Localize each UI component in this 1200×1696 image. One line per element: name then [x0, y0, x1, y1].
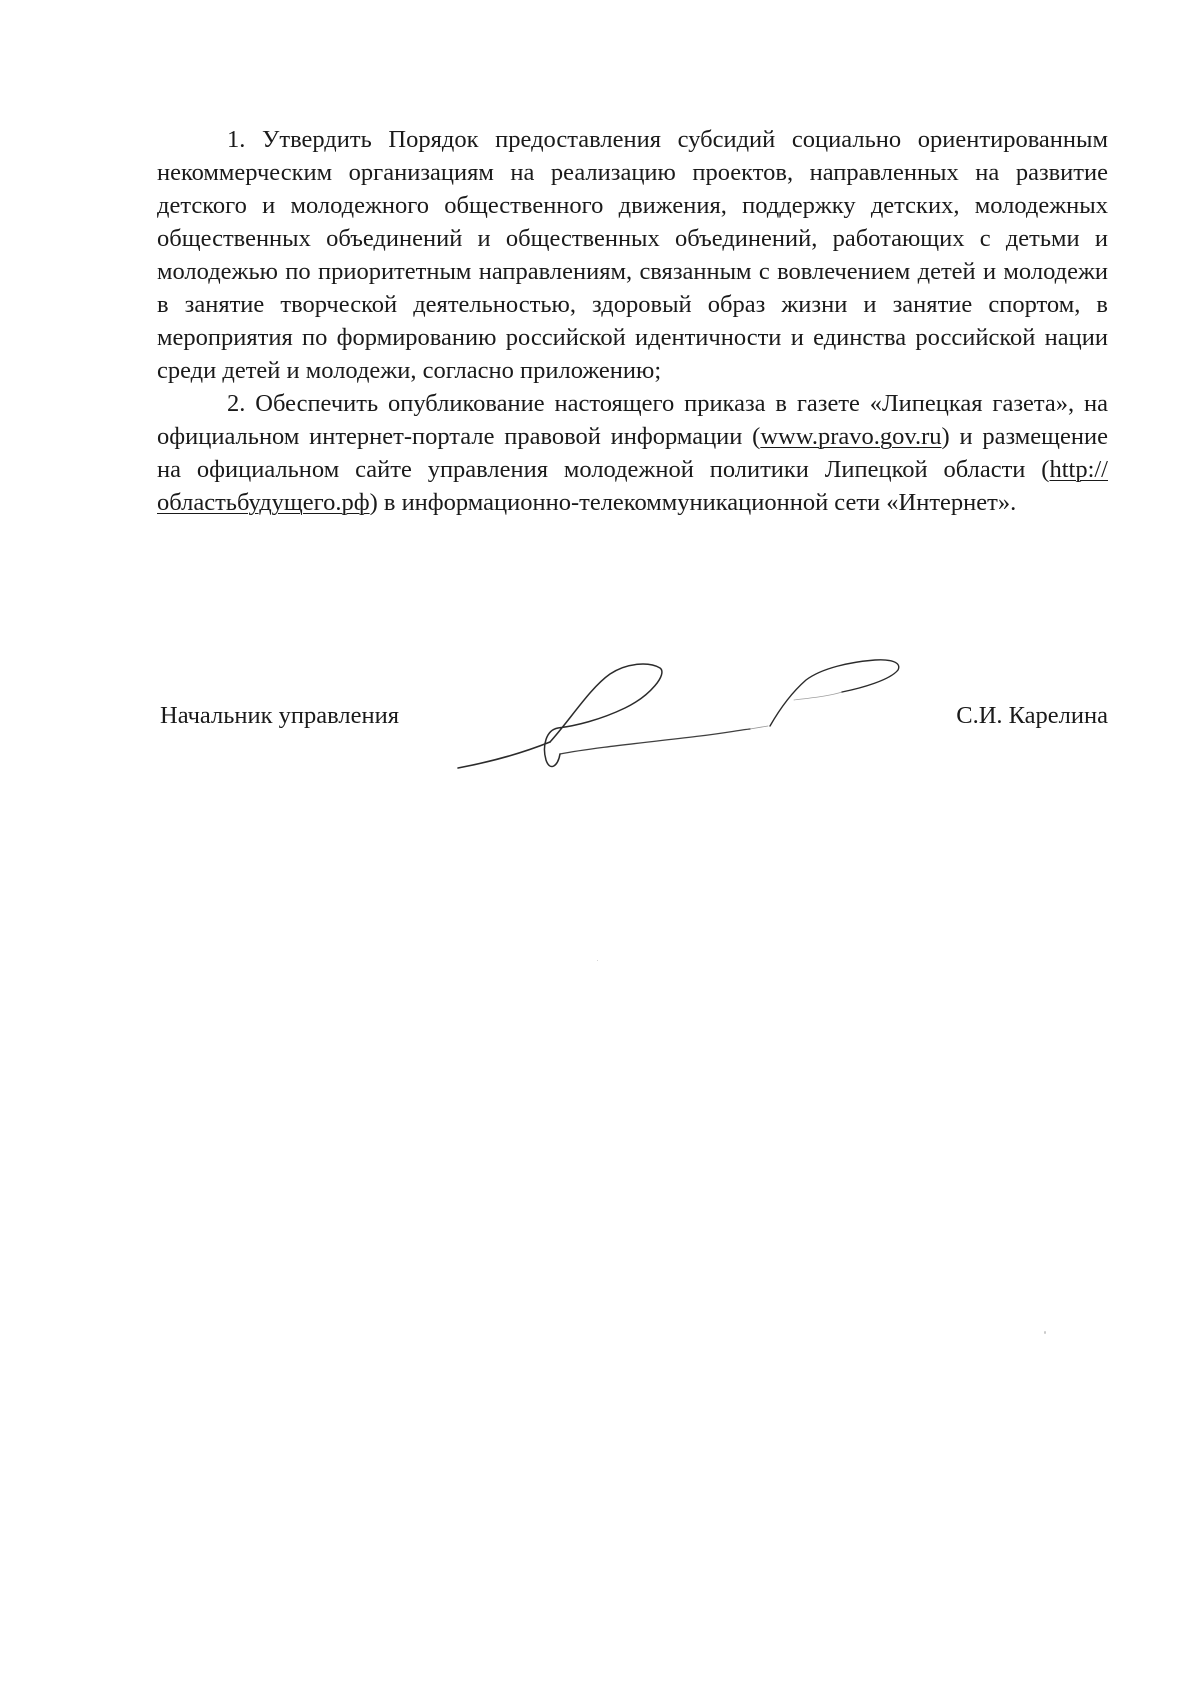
document-body [157, 123, 1108, 519]
scan-speck [597, 960, 598, 961]
pravo-gov-link[interactable]: www.pravo.gov.ru [760, 423, 942, 450]
region-site-link[interactable]: http://областьбудущего.рф [157, 456, 1108, 516]
signatory-position: Начальник управления [160, 702, 399, 729]
paragraph-2-text-middle: ) и размещение на официальном сайте управления молодежной политики Липецкой области ( [157, 423, 1108, 483]
paragraph-2-text-end: ) в информационно-телекоммуникационной сети «Интернет». [369, 489, 1017, 516]
handwritten-signature [450, 650, 940, 780]
paragraph-2 [157, 387, 1108, 519]
paragraph-1: 1. Утвердить Порядок предоставления субсидий социально ориентированным некоммерческим организациям на реализацию проектов, направленных на развитие детского и молодежного общественного движения, поддержку детских, молодежных общественных объединений и общественных объединений, работающих с детьми и молодежью по приоритетным направлениям, связанным с вовлечением детей и молодежи в занятие творческой деятельностью, здоровый образ жизни и занятие спортом, в мероприятия по формированию российской идентичности и единства российской нации среди детей и молодежи, согласно приложению; [157, 126, 1108, 384]
scan-speck [1044, 1331, 1046, 1334]
signatory-name: С.И. Карелина [956, 702, 1108, 729]
paragraph-2-text-start: 2. Обеспечить опубликование настоящего приказа в газете «Липецкая газета», на официальном интернет-портале правовой информации ( [157, 390, 1108, 450]
